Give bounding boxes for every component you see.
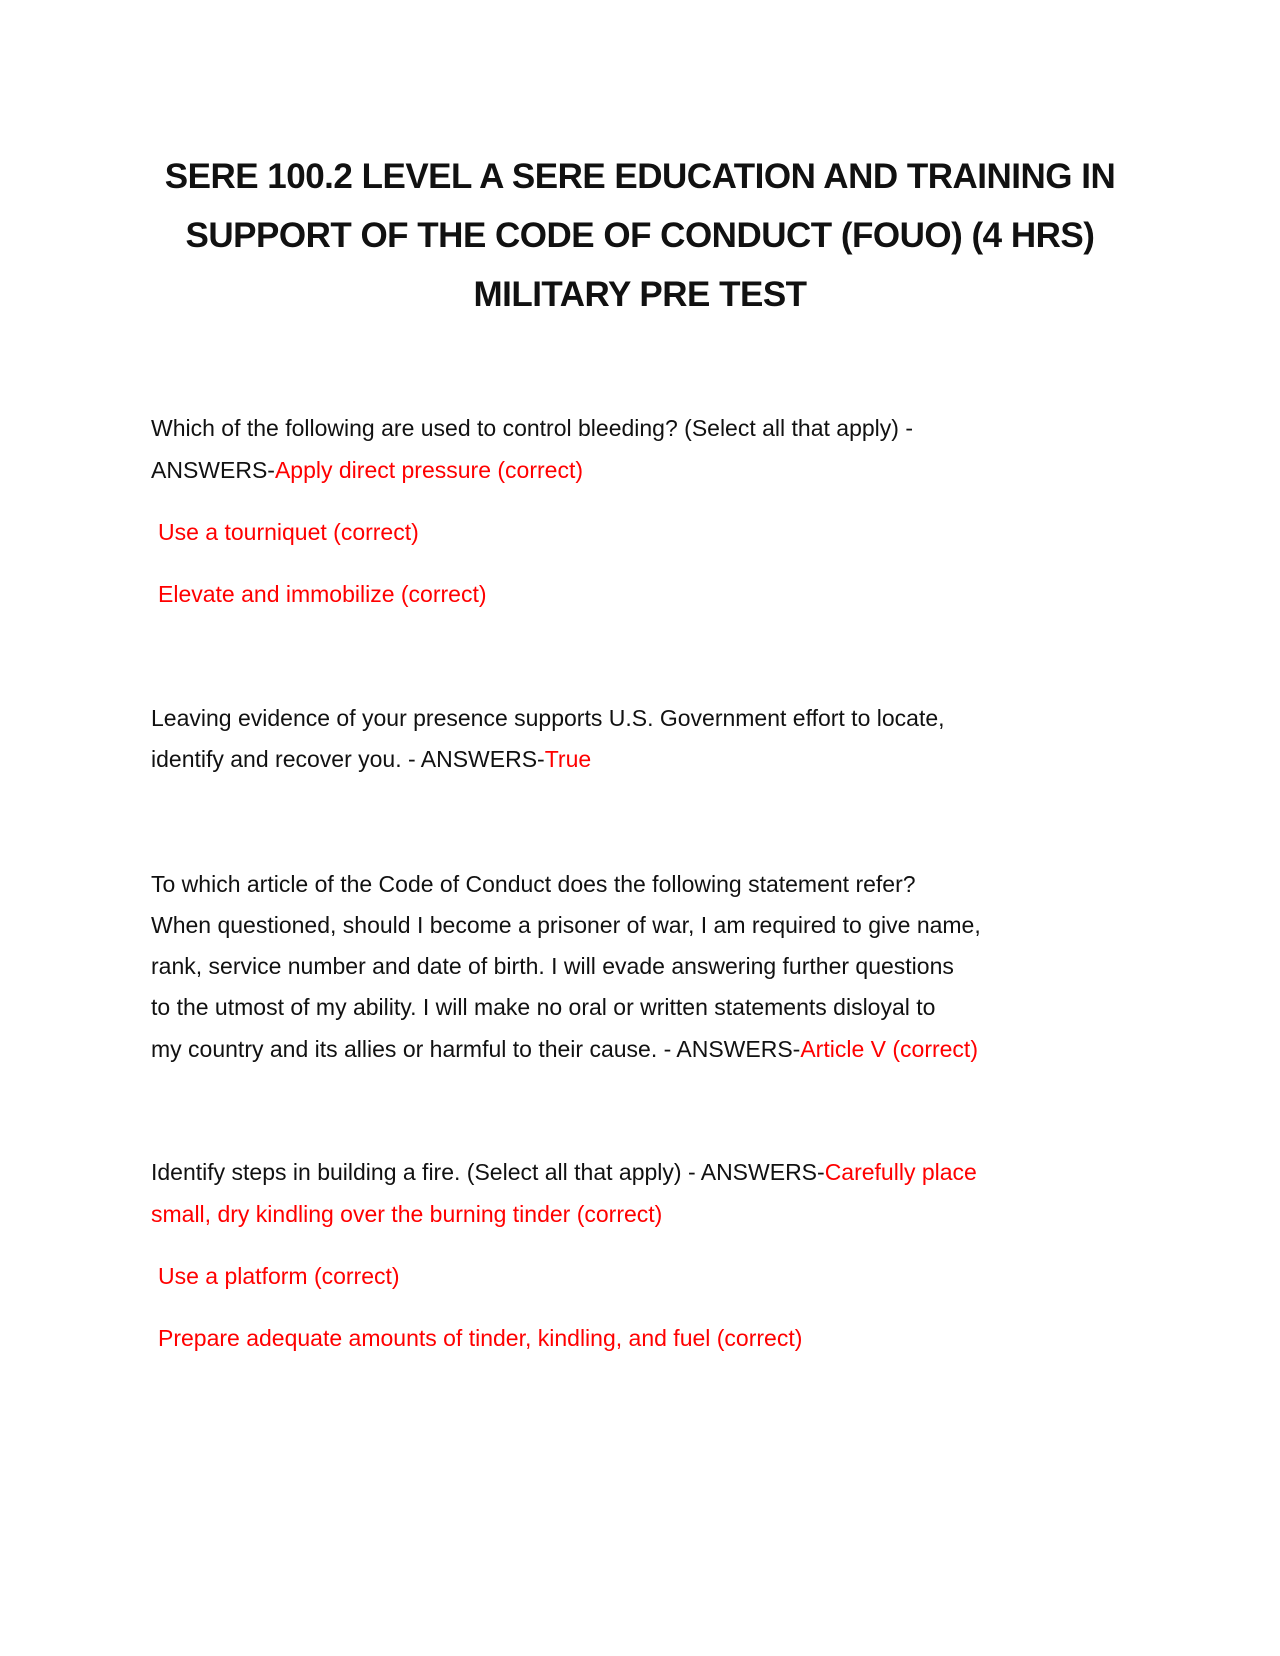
answer: small, dry kindling over the burning tinder (correct) xyxy=(151,1201,663,1227)
question-text: When questioned, should I become a prisoner of war, I am required to give name, xyxy=(151,912,981,938)
answer-line xyxy=(151,450,583,491)
question-text: Which of the following are used to control bleeding? (Select all that apply) - xyxy=(151,415,913,441)
answer-line xyxy=(151,1152,977,1193)
title-line: SERE 100.2 LEVEL A SERE EDUCATION AND TRAINING IN xyxy=(164,157,1116,196)
answer-line xyxy=(151,739,591,780)
answer: Use a tourniquet (correct) xyxy=(158,519,419,545)
answers-prefix: ANSWERS- xyxy=(676,1036,801,1062)
answers-prefix: ANSWERS- xyxy=(420,746,545,772)
question-text: Leaving evidence of your presence supports U.S. Government effort to locate, xyxy=(151,705,945,731)
question-text: To which article of the Code of Conduct does the following statement refer? xyxy=(151,871,916,897)
answer: True xyxy=(544,746,592,772)
answer-line xyxy=(151,1029,978,1070)
answer: Carefully place xyxy=(824,1159,977,1185)
document-title xyxy=(0,147,1280,324)
answers-prefix: ANSWERS- xyxy=(700,1159,825,1185)
answer: Apply direct pressure (correct) xyxy=(274,457,583,483)
title-line: MILITARY PRE TEST xyxy=(473,275,807,314)
title-line: SUPPORT OF THE CODE OF CONDUCT (FOUO) (4 HRS) xyxy=(185,216,1095,255)
answer: Article V (correct) xyxy=(800,1036,978,1062)
question-text: rank, service number and date of birth. I will evade answering further questions xyxy=(151,953,954,979)
question-text: Identify steps in building a fire. (Select all that apply) - xyxy=(151,1159,701,1185)
answer: Prepare adequate amounts of tinder, kindling, and fuel (correct) xyxy=(158,1325,803,1351)
question-text: my country and its allies or harmful to their cause. - xyxy=(151,1036,677,1062)
answers-prefix: ANSWERS- xyxy=(151,457,275,483)
answer: Elevate and immobilize (correct) xyxy=(158,581,487,607)
question-text: to the utmost of my ability. I will make no oral or written statements disloyal to xyxy=(151,994,936,1020)
question-text: identify and recover you. - xyxy=(151,746,421,772)
answer: Use a platform (correct) xyxy=(158,1263,400,1289)
